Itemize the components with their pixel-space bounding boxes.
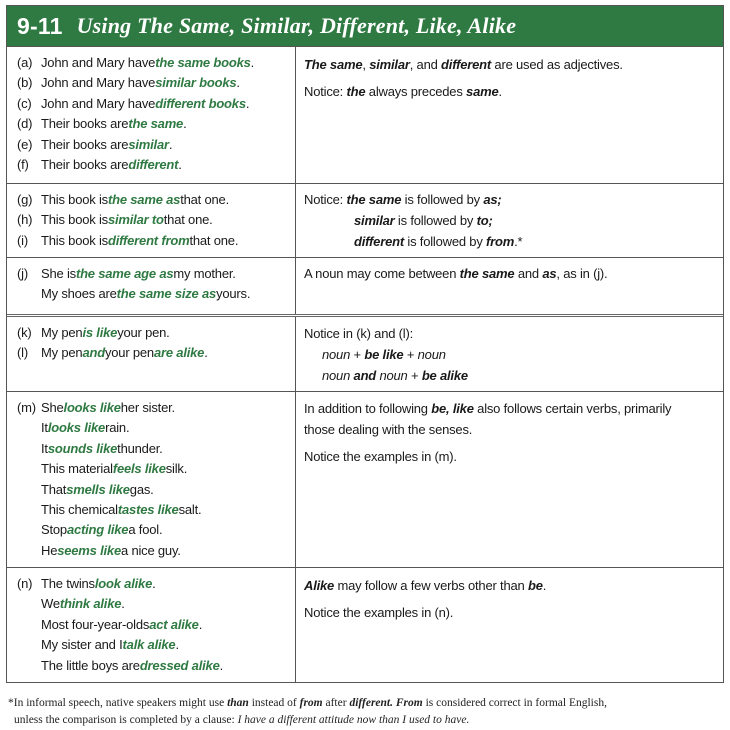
section-k-l — [7, 314, 723, 391]
explanation-line: those dealing with the senses. — [304, 422, 473, 437]
example-n2: We think alike . — [41, 596, 125, 612]
section-g-i — [7, 183, 723, 257]
example-i: (i) This book is different from that one. — [17, 232, 239, 248]
examples-column — [7, 392, 296, 567]
footnote — [8, 695, 723, 729]
explanation-heading: Notice in (k) and (l): — [304, 326, 414, 341]
chart-title: Using The Same, Similar, Different, Like, Alike — [76, 13, 517, 38]
explanation-line: In addition to following be, like also follows certain verbs, primarily — [304, 401, 672, 416]
explanation-line: A noun may come between the same and as, as in (j). — [304, 266, 608, 281]
example-f: (f) Their books are different . — [17, 157, 182, 173]
section-n — [7, 567, 723, 682]
example-n5: The little boys are dressed alike . — [41, 657, 224, 673]
formula-like: noun + be like + noun — [322, 347, 446, 362]
grammar-chart — [6, 5, 724, 683]
example-n: (n) The twins look alike . — [17, 576, 156, 591]
section-a-f — [7, 46, 723, 183]
examples-column — [7, 184, 296, 257]
example-m6: This chemical tastes like salt. — [41, 502, 202, 518]
example-e: (e) Their books are similar . — [17, 136, 173, 152]
example-m8: He seems like a nice guy. — [41, 542, 181, 558]
example-m2: It looks like rain. — [41, 420, 130, 436]
example-n4: My sister and I talk alike . — [41, 637, 179, 653]
explanation-column — [296, 258, 723, 314]
example-m: (m) She looks like her sister. — [17, 400, 175, 415]
formula-alike: noun and noun + be alike — [322, 368, 468, 383]
explanation-line: Notice the examples in (m). — [304, 449, 457, 464]
examples-column — [7, 317, 296, 391]
example-a: (a) John and Mary have the same books . — [17, 55, 255, 70]
example-m3: It sounds like thunder. — [41, 440, 163, 456]
examples-column — [7, 568, 296, 682]
section-j — [7, 257, 723, 314]
explanation-line: The same, similar, and different are used as adjectives. — [304, 57, 623, 72]
explanation-column — [296, 47, 723, 183]
explanation-column — [296, 392, 723, 567]
explanation-column — [296, 317, 723, 391]
explanation-column — [296, 568, 723, 682]
example-m7: Stop acting like a fool. — [41, 522, 163, 538]
example-b: (b) John and Mary have similar books . — [17, 75, 240, 91]
examples-column — [7, 258, 296, 314]
examples-column — [7, 47, 296, 183]
example-m4: This material feels like silk. — [41, 461, 188, 477]
explanation-column — [296, 184, 723, 257]
example-j: (j) She is the same age as my mother. — [17, 266, 236, 281]
example-k: (k) My pen is like your pen. — [17, 325, 170, 340]
explanation-line: Alike may follow a few verbs other than be. — [304, 578, 547, 593]
example-g: (g) This book is the same as that one. — [17, 192, 230, 207]
chart-title-bar — [7, 6, 723, 46]
example-n3: Most four-year-olds act alike . — [41, 616, 203, 632]
explanation-line: Notice the examples in (n). — [304, 605, 454, 620]
explanation-notice: Notice: the always precedes same. — [304, 84, 502, 99]
example-l: (l) My pen and your pen are alike . — [17, 345, 208, 361]
footnote-line: unless the comparison is completed by a clause: I have a different attitude now than I used to have. — [14, 714, 470, 726]
explanation-line: Notice: the same is followed by as; — [304, 192, 502, 207]
example-d: (d) Their books are the same . — [17, 116, 187, 132]
example-j2: My shoes are the same size as yours. — [41, 286, 251, 302]
example-m5: That smells like gas. — [41, 481, 154, 497]
footnote-line: *In informal speech, native speakers might use than instead of from after different. From is considered correct in formal English, — [8, 697, 607, 709]
example-c: (c) John and Mary have different books . — [17, 95, 250, 111]
section-m — [7, 391, 723, 567]
example-h: (h) This book is similar to that one. — [17, 212, 213, 228]
explanation-line: different is followed by from.* — [354, 234, 523, 249]
chart-number: 9-11 — [17, 12, 63, 39]
explanation-line: similar is followed by to; — [354, 213, 493, 228]
